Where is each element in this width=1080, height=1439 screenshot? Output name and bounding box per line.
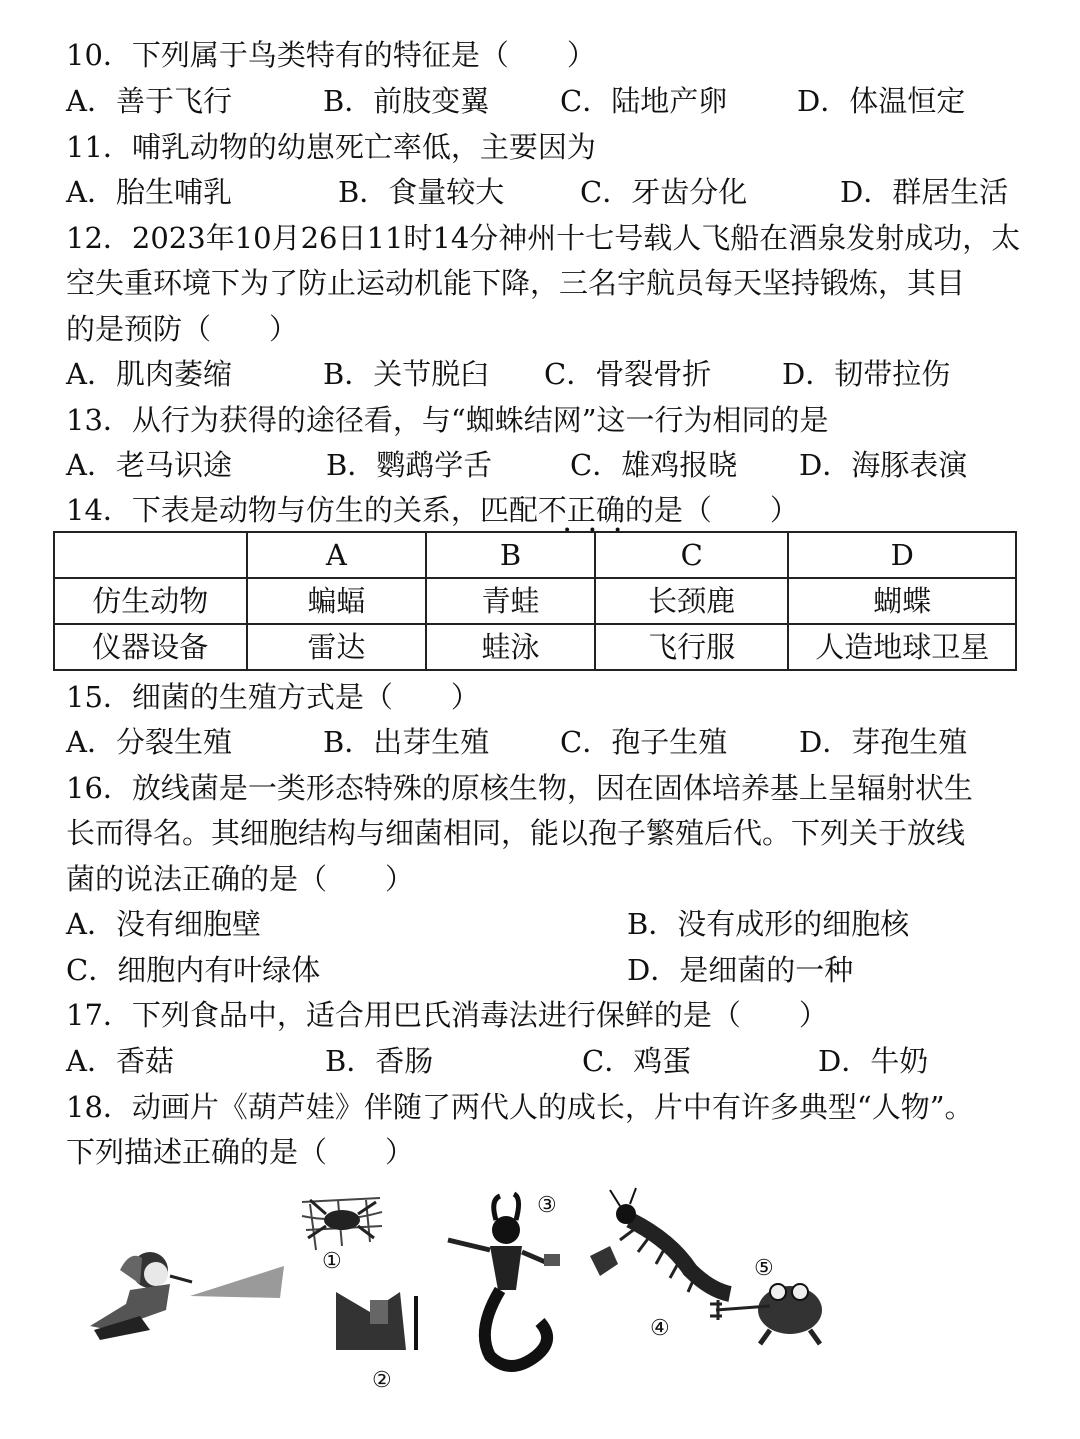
q13-option-c: C．雄鸡报晓 <box>570 448 738 482</box>
q16-option-d: D．是细菌的一种 <box>627 953 854 987</box>
question-15-stem: 15．细菌的生殖方式是（ ） <box>66 680 480 714</box>
question-16-line-3: 菌的说法正确的是（ ） <box>66 862 415 896</box>
q13-option-b: B．鹦鹉学舌 <box>326 448 493 482</box>
table-row <box>54 578 1016 624</box>
table-cell: 仪器设备 <box>54 624 247 670</box>
table-row <box>54 624 1016 670</box>
figure-marker-2: ② <box>372 1368 392 1393</box>
table-header-row <box>54 532 1016 578</box>
spider-illustration <box>302 1198 382 1250</box>
question-13-stem: 13．从行为获得的途径看，与“蜘蛛结网”这一行为相同的是 <box>66 403 829 437</box>
bat-demon-illustration <box>336 1292 416 1350</box>
table-cell: 人造地球卫星 <box>788 624 1016 670</box>
emphasis-dots: ••• <box>563 523 639 539</box>
q16-option-b: B．没有成形的细胞核 <box>627 907 910 941</box>
table-cell: 青蛙 <box>426 578 595 624</box>
question-12-line-2: 空失重环境下为了防止运动机能下降，三名宇航员每天坚持锻炼，其目 <box>66 266 966 300</box>
question-12-line-1: 12．2023年10月26日11时14分神州十七号载人飞船在酒泉发射成功，太 <box>66 221 1021 255</box>
table-cell: 蝴蝶 <box>788 578 1016 624</box>
q17-option-c: C．鸡蛋 <box>582 1044 692 1078</box>
table-cell: 蝙蝠 <box>247 578 427 624</box>
q10-option-b: B．前肢变翼 <box>323 84 490 118</box>
question-18-line-2: 下列描述正确的是（ ） <box>66 1135 415 1169</box>
question-12-line-3: 的是预防（ ） <box>66 312 299 346</box>
q16-option-c: C．细胞内有叶绿体 <box>66 953 321 987</box>
q15-option-c: C．孢子生殖 <box>560 725 728 759</box>
figure-marker-5: ⑤ <box>754 1256 774 1281</box>
q11-option-d: D．群居生活 <box>840 175 1009 209</box>
q11-option-c: C．牙齿分化 <box>580 175 748 209</box>
question-16-line-2: 长而得名。其细胞结构与细菌相同，能以孢子繁殖后代。下列关于放线 <box>66 816 966 850</box>
centipede-demon-illustration <box>590 1188 730 1294</box>
table-cell: C <box>595 532 789 578</box>
question-18-line-1: 18．动画片《葫芦娃》伴随了两代人的成长，片中有许多典型“人物”。 <box>66 1090 974 1124</box>
table-cell: 飞行服 <box>595 624 789 670</box>
table-cell: 长颈鹿 <box>595 578 789 624</box>
calabash-brothers-figure <box>70 1180 850 1400</box>
q10-option-c: C．陆地产卵 <box>560 84 728 118</box>
bionics-table <box>53 531 1017 671</box>
question-11-stem: 11．哺乳动物的幼崽死亡率低，主要因为 <box>66 130 596 164</box>
q15-option-b: B．出芽生殖 <box>323 725 490 759</box>
q11-option-b: B．食量较大 <box>338 175 505 209</box>
table-cell: 仿生动物 <box>54 578 247 624</box>
q10-option-d: D．体温恒定 <box>797 84 966 118</box>
question-17-stem: 17．下列食品中，适合用巴氏消毒法进行保鲜的是（ ） <box>66 998 828 1032</box>
q15-option-a: A．分裂生殖 <box>66 725 232 759</box>
figure-marker-1: ① <box>322 1249 342 1274</box>
question-10-stem: 10．下列属于鸟类特有的特征是（ ） <box>66 38 596 72</box>
table-cell: B <box>426 532 595 578</box>
question-14-stem: 14．下表是动物与仿生的关系，匹配不正确的是（ ） <box>66 493 799 527</box>
q12-option-d: D．韧带拉伤 <box>782 357 951 391</box>
q11-option-a: A．胎生哺乳 <box>66 175 232 209</box>
q17-option-b: B．香肠 <box>325 1044 434 1078</box>
q12-option-a: A．肌肉萎缩 <box>66 357 232 391</box>
figure-marker-4: ④ <box>650 1316 670 1341</box>
figure-marker-3: ③ <box>537 1193 557 1218</box>
q17-option-a: A．香菇 <box>66 1044 174 1078</box>
table-cell: 雷达 <box>247 624 427 670</box>
calabash-boy-illustration <box>90 1252 284 1340</box>
snake-demon-illustration <box>448 1194 560 1366</box>
q12-option-b: B．关节脱臼 <box>323 357 490 391</box>
q12-option-c: C．骨裂骨折 <box>544 357 712 391</box>
q13-option-a: A．老马识途 <box>66 448 232 482</box>
q15-option-d: D．芽孢生殖 <box>799 725 968 759</box>
table-cell: 蛙泳 <box>426 624 595 670</box>
q16-option-a: A．没有细胞壁 <box>66 907 261 941</box>
question-16-line-1: 16．放线菌是一类形态特殊的原核生物，因在固体培养基上呈辐射状生 <box>66 771 973 805</box>
q17-option-d: D．牛奶 <box>818 1044 929 1078</box>
q10-option-a: A．善于飞行 <box>66 84 232 118</box>
q13-option-d: D．海豚表演 <box>799 448 968 482</box>
table-cell <box>54 532 247 578</box>
table-cell: A <box>247 532 427 578</box>
table-cell: D <box>788 532 1016 578</box>
